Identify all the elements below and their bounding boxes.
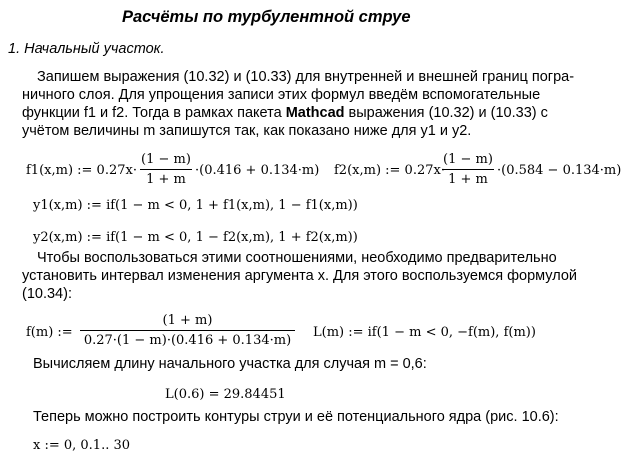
formula-y1: y1(x,m) := if(1 − m < 0, 1 + f1(x,m), 1 − f1(x,m))	[33, 198, 358, 213]
text-span: выражения (10.32) и (10.33) с	[344, 105, 548, 121]
text-span: функции f1 и f2. Тогда в рамках пакета	[22, 105, 286, 121]
fraction-denominator: 0.27·(1 − m)·(0.416 + 0.134·m)	[83, 333, 292, 348]
paragraph-line: Запишем выражения (10.32) и (10.33) для внутренней и внешней границ погра-	[37, 69, 575, 85]
paragraph-line: Теперь можно построить контуры струи и её потенциального ядра (рис. 10.6):	[33, 409, 559, 425]
paragraph-line: (10.34):	[22, 286, 72, 302]
formula-f-left: f(m) :=	[26, 325, 73, 340]
formula-f1-left: f1(x,m) := 0.27x·	[26, 163, 137, 178]
paragraph-line: установить интервал изменения аргумента x. Для этого воспользуемся формулой	[22, 268, 578, 284]
fraction-bar	[140, 169, 192, 170]
paragraph-line: Чтобы воспользоваться этими соотношениями, необходимо предварительно	[37, 250, 557, 266]
formula-f1-right: ·(0.416 + 0.134·m)	[195, 163, 320, 178]
paragraph-line	[22, 104, 548, 122]
fraction-bar	[442, 169, 494, 170]
paragraph-line: учётом величины m запишутся так, как показано ниже для y1 и y2.	[22, 123, 472, 139]
formula-f2-right: ·(0.584 − 0.134·m)	[497, 163, 622, 178]
formula-f-fraction	[80, 313, 295, 348]
formula-f2-fraction	[442, 152, 494, 187]
formula-x-range: x := 0, 0.1.. 30	[33, 438, 131, 453]
section-heading: 1. Начальный участок.	[8, 41, 165, 57]
paragraph-line: Вычисляем длину начального участка для случая m = 0,6:	[33, 356, 427, 372]
formula-y2: y2(x,m) := if(1 − m < 0, 1 − f2(x,m), 1 + f2(x,m))	[33, 230, 358, 245]
page-title: Расчёты по турбулентной струе	[122, 8, 411, 26]
formula-f1-fraction	[140, 152, 192, 187]
formula-L-evaluation: L(0.6) = 29.84451	[165, 387, 286, 402]
fraction-bar	[80, 330, 295, 331]
formula-f2-left: f2(x,m) := 0.27x·	[334, 163, 445, 178]
formula-L-definition: L(m) := if(1 − m < 0, −f(m), f(m))	[313, 325, 536, 340]
fraction-denominator: 1 + m	[448, 172, 488, 187]
fraction-numerator: (1 + m)	[162, 313, 213, 328]
fraction-denominator: 1 + m	[146, 172, 186, 187]
fraction-numerator: (1 − m)	[443, 152, 493, 167]
mathcad-bold-text: Mathcad	[285, 105, 345, 121]
fraction-numerator: (1 − m)	[141, 152, 191, 167]
paragraph-line: ничного слоя. Для упрощения записи этих формул введём вспомогательные	[22, 87, 541, 103]
